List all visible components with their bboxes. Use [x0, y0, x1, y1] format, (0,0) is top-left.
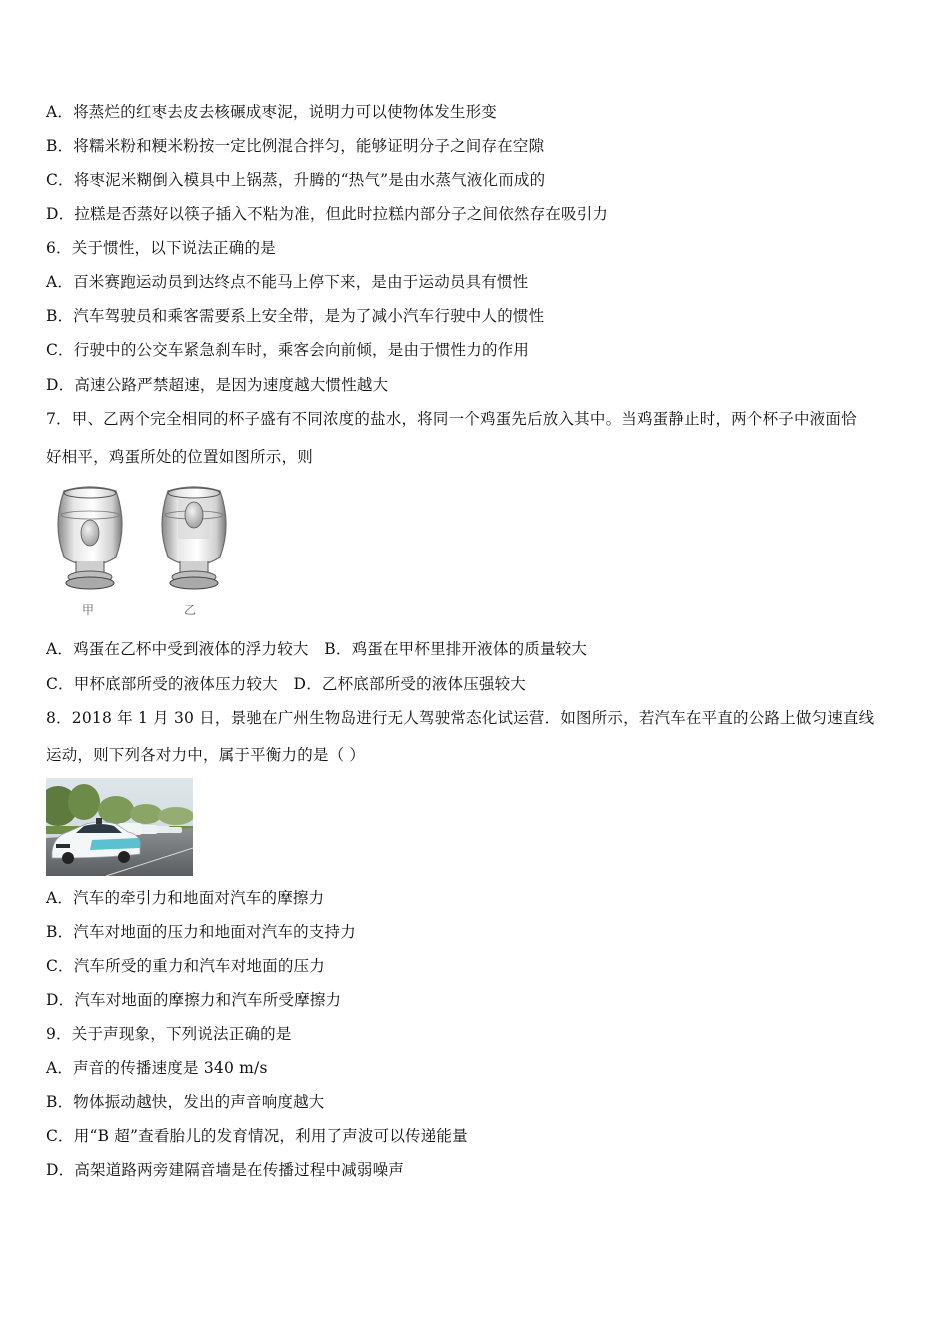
- q8-figure-autonomous-car: [46, 778, 193, 876]
- q5-option-c: C．将枣泥米糊倒入模具中上锅蒸，升腾的“热气”是由水蒸气液化而成的: [46, 171, 546, 189]
- q9-option-a: A．声音的传播速度是 340 m/s: [46, 1059, 268, 1077]
- q8-option-a: A．汽车的牵引力和地面对汽车的摩擦力: [46, 889, 325, 907]
- glasses-illustration: [50, 485, 240, 605]
- q9-option-b: B．物体振动越快，发出的声音响度越大: [46, 1093, 325, 1111]
- q9-option-c: C．用“B 超”查看胎儿的发育情况，利用了声波可以传递能量: [46, 1127, 468, 1145]
- glass-jia: [58, 487, 122, 589]
- q7-stem-line2: 好相平，鸡蛋所处的位置如图所示，则: [46, 448, 313, 466]
- q9-option-d: D．高架道路两旁建隔音墙是在传播过程中减弱噪声: [46, 1161, 405, 1179]
- glass-yi: [162, 487, 226, 589]
- q8-stem-line1: 8．2018 年 1 月 30 日，景驰在广州生物岛进行无人驾驶常态化试运营．如图所示，若汽车在平直的公路上做匀速直线: [46, 709, 875, 727]
- q6-option-d: D．高速公路严禁超速，是因为速度越大惯性越大: [46, 376, 389, 394]
- q5-option-b: B．将糯米粉和粳米粉按一定比例混合拌匀，能够证明分子之间存在空隙: [46, 137, 545, 155]
- q6-option-c: C．行驶中的公交车紧急刹车时，乘客会向前倾，是由于惯性力的作用: [46, 341, 530, 359]
- car-photo: [46, 778, 193, 876]
- q6-stem: 6．关于惯性，以下说法正确的是: [46, 239, 276, 257]
- q8-stem-line2: 运动，则下列各对力中，属于平衡力的是（ ）: [46, 746, 366, 764]
- q6-option-a: A．百米赛跑运动员到达终点不能马上停下来，是由于运动员具有惯性: [46, 273, 529, 291]
- q8-option-c: C．汽车所受的重力和汽车对地面的压力: [46, 957, 325, 975]
- q5-option-a: A．将蒸烂的红枣去皮去核碾成枣泥，说明力可以使物体发生形变: [46, 103, 497, 121]
- q5-option-d: D．拉糕是否蒸好以筷子插入不粘为准，但此时拉糕内部分子之间依然存在吸引力: [46, 205, 609, 223]
- q9-stem: 9．关于声现象，下列说法正确的是: [46, 1025, 292, 1043]
- q7-options-line1: A．鸡蛋在乙杯中受到液体的浮力较大 B．鸡蛋在甲杯里排开液体的质量较大: [46, 640, 588, 658]
- glass-label-yi: 乙: [184, 603, 197, 617]
- q7-stem-line1: 7．甲、乙两个完全相同的杯子盛有不同浓度的盐水，将同一个鸡蛋先后放入其中。当鸡蛋静止时，两个杯子中液面恰: [46, 410, 857, 428]
- q6-option-b: B．汽车驾驶员和乘客需要系上安全带，是为了减小汽车行驶中人的惯性: [46, 307, 545, 325]
- q8-option-b: B．汽车对地面的压力和地面对汽车的支持力: [46, 923, 356, 941]
- glass-label-jia: 甲: [82, 603, 95, 617]
- q7-options-line2: C．甲杯底部所受的液体压力较大 D．乙杯底部所受的液体压强较大: [46, 675, 526, 693]
- q7-figure-glasses: [50, 485, 240, 620]
- q8-option-d: D．汽车对地面的摩擦力和汽车所受摩擦力: [46, 991, 342, 1009]
